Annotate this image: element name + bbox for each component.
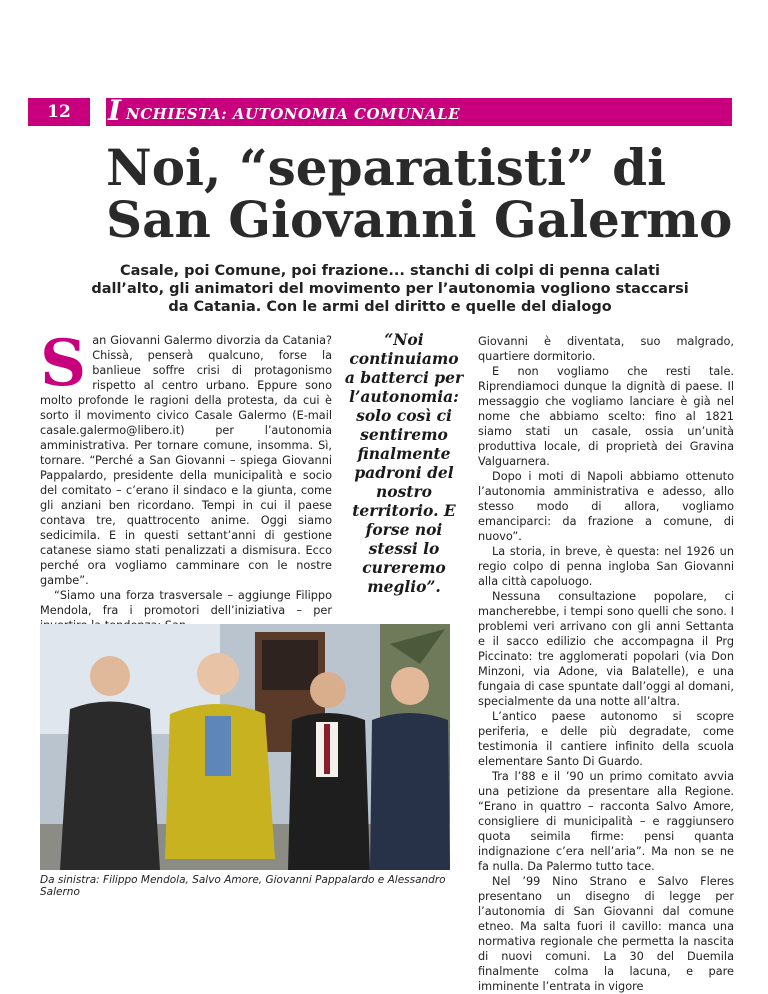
article-paragraph: L’antico paese autonomo si scopre periferia, e delle più degradate, come testimonia il cantiere infinito della scuola elementare Santo Di Guardo.: [478, 710, 734, 768]
article-paragraph: an Giovanni Galermo divorzia da Catania? Chissà, penserà qualcuno, forse la banlieue soffre crisi di protagonismo rispetto al centro urbano. Eppure sono molto profonde le ragioni della protesta, da cui è sorto il movimento civico Casale Galermo (E-mail casale.galermo@libero.it) per l’autonomia amministrativa. Per tornare comune, insomma. Sì, tornare. “Perché a San Giovanni – spiega Giovanni Pappalardo, presidente della municipalità e socio del comitato – c’erano il sindaco e la giunta, come gli anziani ben ricordano. Tempi in cui il paese contava tre, quattrocento anime. Oggi siamo sedicimila. E in questi settant’anni di gestione catanese siamo stati penalizzati a dismisura. Ecco perché ora vogliamo camminare con le nostre gambe”.: [40, 334, 332, 587]
headline: [106, 138, 746, 249]
page-number: 12: [28, 98, 90, 126]
article-paragraph: Giovanni è diventata, suo malgrado, quartiere dormitorio.: [478, 335, 734, 363]
article-paragraph: E non vogliamo che resti tale. Riprendiamoci dunque la dignità di paese. Il messaggio che vogliamo lanciare è già nel nome che abbiamo scelto: fino al 1821 siamo stati un casale, ossia un’unità produttiva locale, di proprietà dei Gravina Valguarnera.: [478, 365, 734, 468]
headline-line-1: Noi, “separatisti” di: [106, 138, 667, 197]
article-paragraph: Nessuna consultazione popolare, ci mancherebbe, i tempi sono quelli che sono. I problemi veri arrivano con gli anni Settanta e il sacco edilizio che accompagna il Prg Piccinato: tre agglomerati popolari (via Don Minzoni, via Adone, via Balatelle), e una fungaia di case spuntate dall’oggi al domani, specialmente da una notte all’altra.: [478, 590, 734, 708]
section-title: NCHIESTA: AUTONOMIA COMUNALE: [126, 105, 461, 123]
article-paragraph: “Siamo una forza trasversale – aggiunge Filippo Mendola, fra i promotori dell’iniziativa – per: [40, 589, 332, 617]
pull-quote: “Noi continuiamo a batterci per l’autonomia: solo così ci sentiremo finalmente padroni del nostro territorio. E forse noi stessi lo cureremo meglio”.: [344, 330, 464, 596]
subheadline: Casale, poi Comune, poi frazione... stanchi di colpi di penna calati dall’alto, gli animatori del movimento per l’autonomia vogliono staccarsi da Catania. Con le armi del diritto e quelle del dialogo: [91, 263, 689, 315]
drop-cap: S: [40, 326, 87, 401]
article-column-1: [40, 326, 332, 633]
article-column-3: [478, 334, 734, 994]
headline-line-2: San Giovanni Galermo: [106, 190, 733, 249]
group-photo-illustration: [40, 624, 450, 870]
section-banner: [106, 94, 732, 127]
group-photo: [40, 624, 450, 870]
article-paragraph: La storia, in breve, è questa: nel 1926 un regio colpo di penna ingloba San Giovanni alla città capoluogo.: [478, 545, 734, 588]
section-initial: I: [108, 94, 122, 127]
article-paragraph: Nel ’99 Nino Strano e Salvo Fleres presentano un disegno di legge per l’autonomia di San Giovanni dal comune etneo. Ma salta fuori il cavillo: manca una normativa regionale che permetta la nascita di nuovi comuni. La 30 del Duemila finalmente colma la lacuna, e pare imminente l’entrata in vigore: [478, 875, 734, 993]
photo-caption: Da sinistra: Filippo Mendola, Salvo Amore, Giovanni Pappalardo e Alessandro Salerno: [40, 874, 446, 898]
article-paragraph: Tra l’88 e il ’90 un primo comitato avvia una petizione da presentare alla Regione. “Erano in quattro – racconta Salvo Amore, consigliere di municipalità – e raggiunsero quota seimila firme: pensi quanta indignazione c’era nell’aria”. Ma non se ne fa nulla. Da Palermo tutto tace.: [478, 770, 734, 873]
article-paragraph: Dopo i moti di Napoli abbiamo ottenuto l’autonomia amministrativa e adesso, allo stesso modo di allora, vogliamo emanciparci: da frazione a comune, di nuovo”.: [478, 470, 734, 543]
